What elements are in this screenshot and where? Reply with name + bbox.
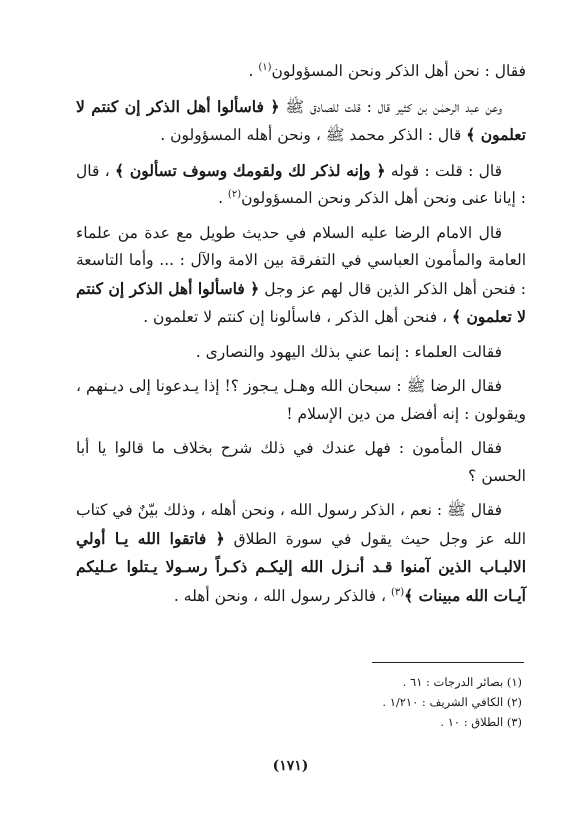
footnote-separator	[372, 662, 524, 663]
paragraph	[76, 339, 526, 367]
paragraph	[76, 373, 526, 428]
quran-quote: ﴿ فاسألوا أهل الذكر إن كنتم لا تعلمون ﴾	[76, 278, 526, 326]
text-segment: قال الامام الرضا عليه السلام في حديث طويل مع عدة من علماء العامة والمأمون العباسي في التفرقة بين الامة والآل : ... وأما التاسعة : فنحن أهل الذكر الذين قال لهم عز وجل	[76, 223, 527, 298]
text-segment: فقال : نحن أهل الذكر ونحن المسؤولون	[271, 62, 526, 80]
paragraph	[76, 435, 526, 490]
text-segment: فقالت العلماء : إنما عني بذلك اليهود والنصارى .	[195, 342, 502, 361]
text-segment: .	[218, 189, 228, 207]
footnote-3: (٣) الطلاق : ١٠ .	[440, 715, 522, 729]
text-segment: فقال الرضا ﷺ : سبحان الله وهـل يـجوز ؟! إذا يـدعونا إلى ديـنهم ، ويقولون : إنه أفضل من دين الإسلام !	[76, 377, 526, 423]
quran-quote: ﴿ وإنه لذكر لك ولقومك وسوف تسألون ﴾	[115, 160, 386, 180]
text-segment: فقال ﷺ : نعم ، الذكر رسول الله ، ونحن أهله ، وذلك بيّنٌ في كتاب الله عز وجل حيث يقول في سورة الطلاق	[76, 501, 526, 548]
text-segment: ، فالذكر رسول الله ، ونحن أهله .	[173, 586, 391, 605]
paragraph	[76, 93, 526, 150]
footnote-marker: (١)	[258, 61, 272, 73]
page-number: (١٧١)	[272, 758, 309, 774]
text-segment: قال : الذكر محمد ﷺ ، ونحن أهله المسؤولون .	[160, 126, 467, 144]
paragraph	[76, 497, 526, 610]
text-segment: فقال المأمون : فهل عندك في ذلك شرح بخلاف ما قالوا يا أبا الحسن ؟	[76, 439, 526, 485]
text-segment: ، قال : إيانا عنى ونحن أهل الذكر ونحن المسؤولون	[76, 161, 526, 207]
footnote-marker: (٢)	[227, 188, 242, 200]
paragraph	[76, 157, 526, 213]
quran-quote: ﴿ فاتقوا الله يـا أولي الالبـاب الذين آمنوا قـد أنـزل الله إليكـم ذكـراً رسـولا يـتلوا عـليكم آيـات الله مبينات ﴾	[76, 528, 526, 605]
text-segment: وعن عبد الرحمٰن بن كثير قال : قلت للصادق ﷺ	[279, 97, 503, 116]
main-text	[76, 58, 526, 617]
text-segment: .	[248, 62, 259, 80]
footnote-1: (١) بصائر الدرجات : ٦١ .	[402, 675, 522, 689]
quran-quote: ﴿ فاسألوا أهل الذكر إن كنتم لا تعلمون ﴾	[76, 96, 526, 144]
footnote-marker: (٣)	[390, 586, 405, 598]
text-segment: قال : قلت : قوله	[385, 161, 502, 180]
paragraph	[76, 220, 526, 332]
footnote-2: (٢) الكافي الشريف : ١/٢١٠ .	[382, 695, 522, 709]
paragraph	[76, 58, 526, 86]
footnotes	[300, 672, 522, 732]
text-segment: ، فنحن أهل الذكر ، فاسألونا إن كنتم لا تعلمون .	[143, 308, 452, 326]
